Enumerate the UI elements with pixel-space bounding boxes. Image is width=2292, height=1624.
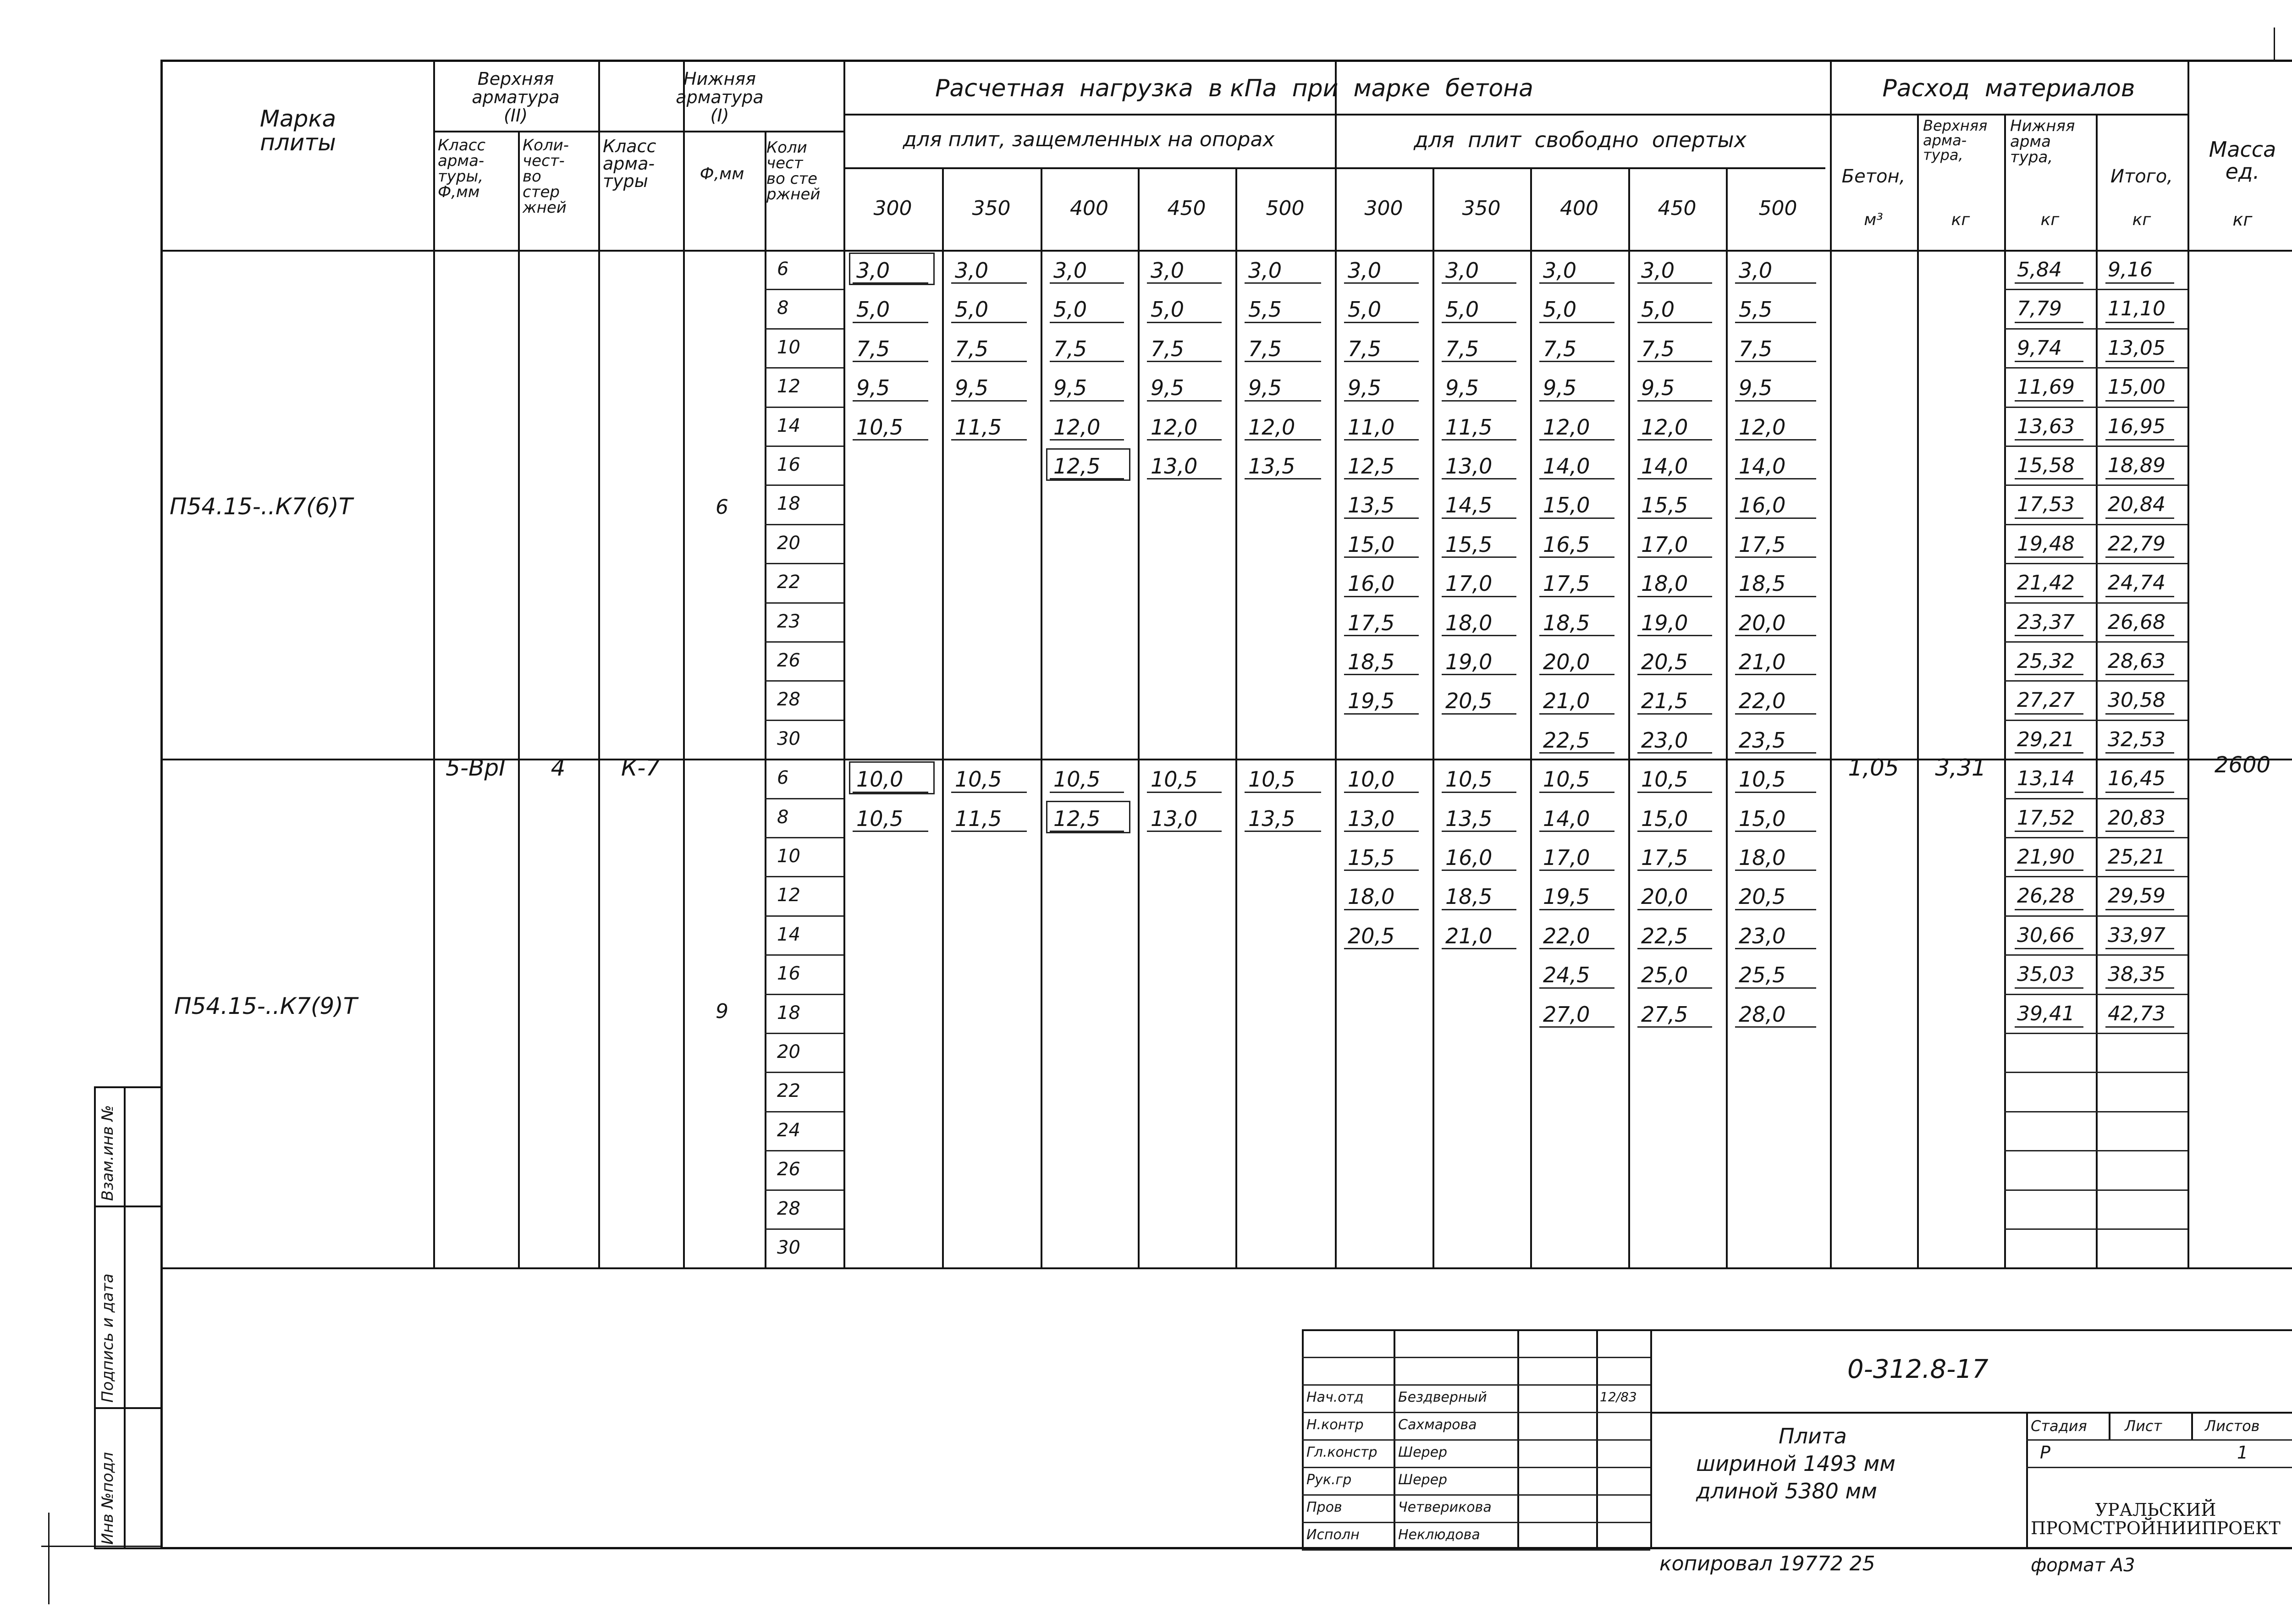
load-value: 14,0 bbox=[1739, 454, 1786, 479]
row-count: 22 bbox=[777, 1080, 800, 1102]
header-diam-lower: Ф,мм bbox=[700, 165, 744, 184]
drawing-code: 0-312.8-17 bbox=[1847, 1354, 1989, 1384]
header-mass-title: Масса ед. bbox=[2209, 137, 2276, 184]
load-value: 15,0 bbox=[1348, 532, 1395, 557]
load-value: 3,0 bbox=[856, 258, 890, 283]
load-value: 17,0 bbox=[1445, 571, 1493, 596]
side-replace-inv: Взам.инв № bbox=[99, 1105, 117, 1201]
row-count: 12 bbox=[777, 376, 800, 397]
load-value: 18,0 bbox=[1445, 610, 1493, 635]
grade-header-fixed-300: 300 bbox=[873, 196, 912, 220]
load-value: 3,0 bbox=[1739, 258, 1773, 283]
load-value: 12,0 bbox=[1641, 414, 1688, 440]
drawing-frame bbox=[160, 60, 2292, 1549]
load-value: 17,0 bbox=[1543, 845, 1590, 870]
grade-header-free-350: 350 bbox=[1462, 196, 1501, 220]
organization: УРАЛЬСКИЙ ПРОМСТРОЙНИИПРОЕКТ bbox=[2031, 1500, 2281, 1538]
format-note: формат А3 bbox=[2031, 1555, 2135, 1576]
total-mass-value: 26,68 bbox=[2108, 610, 2165, 634]
row-count: 16 bbox=[777, 454, 800, 475]
header-marka: Марка плиты bbox=[259, 105, 336, 156]
row-count: 10 bbox=[777, 846, 800, 867]
title-line-2: шириной 1493 мм bbox=[1696, 1451, 1895, 1476]
load-value: 10,5 bbox=[1445, 767, 1493, 792]
load-value: 5,0 bbox=[1543, 297, 1577, 322]
load-value: 25,0 bbox=[1641, 963, 1688, 988]
header-count-upper: Коли- чест- во стер жней bbox=[523, 136, 569, 217]
load-value: 18,0 bbox=[1641, 571, 1688, 596]
load-value: 23,0 bbox=[1641, 727, 1688, 753]
load-value: 16,0 bbox=[1739, 493, 1786, 518]
load-value: 10,5 bbox=[856, 806, 904, 831]
load-value: 10,5 bbox=[1248, 767, 1295, 792]
load-value: 14,0 bbox=[1543, 806, 1590, 831]
lower-mass-value: 11,69 bbox=[2017, 375, 2075, 399]
load-value: 18,0 bbox=[1348, 884, 1395, 909]
tb-name: Шерер bbox=[1398, 1444, 1448, 1460]
load-value: 11,5 bbox=[955, 806, 1002, 831]
load-value: 7,5 bbox=[1641, 336, 1675, 361]
row-count: 6 bbox=[777, 259, 789, 280]
tb-name: Четверикова bbox=[1398, 1499, 1492, 1515]
highlight-box bbox=[849, 253, 935, 285]
load-value: 17,5 bbox=[1641, 845, 1688, 870]
grade-header-free-500: 500 bbox=[1758, 196, 1797, 220]
load-value: 11,5 bbox=[1445, 414, 1493, 440]
load-value: 20,5 bbox=[1445, 688, 1493, 714]
total-mass-value: 42,73 bbox=[2108, 1002, 2165, 1025]
load-value: 7,5 bbox=[1053, 336, 1087, 361]
grade-header-fixed-500: 500 bbox=[1266, 196, 1305, 220]
load-value: 17,5 bbox=[1348, 610, 1395, 635]
row-count: 18 bbox=[777, 493, 800, 515]
load-value: 10,5 bbox=[1641, 767, 1688, 792]
load-value: 15,5 bbox=[1641, 493, 1688, 518]
total-mass-value: 22,79 bbox=[2108, 532, 2165, 556]
load-value: 3,0 bbox=[1543, 258, 1577, 283]
row-count: 23 bbox=[777, 611, 800, 632]
tb-role: Исполн bbox=[1306, 1527, 1360, 1543]
load-value: 22,0 bbox=[1739, 688, 1786, 714]
tb-name: Неклюдова bbox=[1398, 1527, 1480, 1543]
load-value: 7,5 bbox=[856, 336, 890, 361]
load-value: 22,0 bbox=[1543, 923, 1590, 948]
load-value: 5,0 bbox=[1053, 297, 1087, 322]
load-value: 14,0 bbox=[1641, 454, 1688, 479]
load-value: 17,0 bbox=[1641, 532, 1688, 557]
total-mass-value: 11,10 bbox=[2108, 297, 2165, 321]
load-value: 21,0 bbox=[1543, 688, 1590, 714]
load-value: 3,0 bbox=[1248, 258, 1282, 283]
upper-class-value: 5-ВрI bbox=[446, 754, 506, 781]
load-value: 16,0 bbox=[1445, 845, 1493, 870]
header-lower-mat-label: Нижняя арма тура, bbox=[2010, 117, 2075, 166]
tb-name: Шерер bbox=[1398, 1472, 1448, 1488]
lower-mass-value: 27,27 bbox=[2017, 688, 2075, 712]
total-mass-value: 38,35 bbox=[2108, 963, 2165, 986]
row-count: 18 bbox=[777, 1002, 800, 1024]
load-value: 22,5 bbox=[1641, 923, 1688, 948]
row-count: 20 bbox=[777, 1041, 800, 1062]
row-count: 14 bbox=[777, 415, 800, 436]
load-value: 5,5 bbox=[1248, 297, 1282, 322]
load-value: 19,5 bbox=[1348, 688, 1395, 714]
stage-label: Стадия bbox=[2031, 1417, 2087, 1435]
load-value: 9,5 bbox=[1348, 375, 1382, 401]
concrete-value: 1,05 bbox=[1848, 754, 1899, 781]
tb-role: Пров bbox=[1306, 1499, 1342, 1515]
lower-mass-value: 17,52 bbox=[2017, 806, 2075, 830]
lower-mass-value: 35,03 bbox=[2017, 963, 2075, 986]
row-count: 20 bbox=[777, 532, 800, 554]
load-value: 5,5 bbox=[1739, 297, 1773, 322]
total-mass-value: 28,63 bbox=[2108, 650, 2165, 673]
load-value: 16,0 bbox=[1348, 571, 1395, 596]
tb-role: Нач.отд bbox=[1306, 1389, 1364, 1405]
load-value: 13,5 bbox=[1445, 806, 1493, 831]
upper-count-value: 4 bbox=[551, 754, 566, 781]
lower-mass-value: 13,14 bbox=[2017, 767, 2075, 791]
load-value: 12,5 bbox=[1053, 806, 1101, 831]
load-value: 3,0 bbox=[1053, 258, 1087, 283]
load-value: 14,0 bbox=[1543, 454, 1590, 479]
row-count: 14 bbox=[777, 924, 800, 945]
load-value: 12,0 bbox=[1543, 414, 1590, 440]
total-mass-value: 32,53 bbox=[2108, 727, 2165, 751]
load-value: 20,0 bbox=[1641, 884, 1688, 909]
load-value: 15,0 bbox=[1543, 493, 1590, 518]
row-count: 30 bbox=[777, 728, 800, 749]
upper-mass-value: 3,31 bbox=[1935, 754, 1986, 781]
load-value: 23,5 bbox=[1739, 727, 1786, 753]
row-count: 22 bbox=[777, 572, 800, 593]
load-value: 11,0 bbox=[1348, 414, 1395, 440]
load-value: 5,0 bbox=[1151, 297, 1185, 322]
load-value: 15,5 bbox=[1348, 845, 1395, 870]
load-value: 9,5 bbox=[1739, 375, 1773, 401]
header-total-label: Итого, bbox=[2110, 166, 2173, 187]
row-count: 26 bbox=[777, 1159, 800, 1180]
load-value: 10,5 bbox=[1543, 767, 1590, 792]
header-total-unit: кг bbox=[2132, 210, 2151, 230]
load-value: 3,0 bbox=[1348, 258, 1382, 283]
tb-role: Гл.констр bbox=[1306, 1444, 1377, 1460]
header-class-lower: Класс арма- туры bbox=[603, 136, 656, 191]
load-value: 7,5 bbox=[1348, 336, 1382, 361]
unit-mass-value: 2600 bbox=[2214, 752, 2271, 778]
sheets-label: Листов bbox=[2205, 1417, 2260, 1435]
total-mass-value: 20,84 bbox=[2108, 493, 2165, 517]
load-value: 5,0 bbox=[856, 297, 890, 322]
grade-header-free-400: 400 bbox=[1560, 196, 1598, 220]
row-count: 12 bbox=[777, 885, 800, 906]
row-count: 8 bbox=[777, 297, 789, 319]
total-mass-value: 16,45 bbox=[2108, 767, 2165, 791]
grade-header-fixed-400: 400 bbox=[1070, 196, 1108, 220]
lower-mass-value: 23,37 bbox=[2017, 610, 2075, 634]
load-value: 20,0 bbox=[1739, 610, 1786, 635]
load-value: 21,0 bbox=[1445, 923, 1493, 948]
tb-name: Сахмарова bbox=[1398, 1417, 1477, 1433]
total-mass-value: 33,97 bbox=[2108, 923, 2165, 947]
header-concrete-unit: м³ bbox=[1864, 210, 1883, 230]
lower-mass-value: 17,53 bbox=[2017, 493, 2075, 517]
group-2-marka: П54.15-..К7(9)Т bbox=[174, 993, 358, 1019]
load-value: 9,5 bbox=[1543, 375, 1577, 401]
sheet-label: Лист bbox=[2125, 1417, 2162, 1435]
load-value: 15,5 bbox=[1445, 532, 1493, 557]
row-count: 8 bbox=[777, 806, 789, 828]
load-value: 17,5 bbox=[1739, 532, 1786, 557]
load-value: 21,5 bbox=[1641, 688, 1688, 714]
load-value: 11,5 bbox=[955, 414, 1002, 440]
load-value: 10,5 bbox=[856, 414, 904, 440]
load-value: 7,5 bbox=[1248, 336, 1282, 361]
load-value: 9,5 bbox=[955, 375, 989, 401]
total-mass-value: 29,59 bbox=[2108, 884, 2165, 908]
load-value: 7,5 bbox=[1739, 336, 1773, 361]
load-value: 14,5 bbox=[1445, 493, 1493, 518]
load-value: 18,0 bbox=[1739, 845, 1786, 870]
total-mass-value: 20,83 bbox=[2108, 806, 2165, 830]
load-value: 12,5 bbox=[1348, 454, 1395, 479]
row-count: 26 bbox=[777, 650, 800, 671]
load-value: 12,0 bbox=[1053, 414, 1101, 440]
lower-mass-value: 15,58 bbox=[2017, 454, 2075, 477]
load-value: 9,5 bbox=[1151, 375, 1185, 401]
grade-header-fixed-450: 450 bbox=[1167, 196, 1206, 220]
title-line-3: длиной 5380 мм bbox=[1696, 1479, 1877, 1503]
header-mass-unit: кг bbox=[2232, 209, 2253, 230]
total-mass-value: 24,74 bbox=[2108, 571, 2165, 595]
lower-mass-value: 19,48 bbox=[2017, 532, 2075, 556]
header-lower-mat-unit: кг bbox=[2040, 210, 2060, 230]
load-value: 21,0 bbox=[1739, 650, 1786, 674]
load-value: 19,0 bbox=[1641, 610, 1688, 635]
load-value: 5,0 bbox=[955, 297, 989, 322]
row-count: 28 bbox=[777, 1198, 800, 1219]
lower-mass-value: 13,63 bbox=[2017, 414, 2075, 438]
load-value: 24,5 bbox=[1543, 963, 1590, 988]
load-value: 18,5 bbox=[1348, 650, 1395, 674]
row-count: 16 bbox=[777, 963, 800, 985]
load-value: 12,5 bbox=[1053, 454, 1101, 479]
total-mass-value: 9,16 bbox=[2108, 258, 2153, 281]
load-value: 9,5 bbox=[1445, 375, 1479, 401]
load-value: 9,5 bbox=[1053, 375, 1087, 401]
load-value: 10,5 bbox=[1739, 767, 1786, 792]
total-mass-value: 30,58 bbox=[2108, 688, 2165, 712]
group-2-diameter: 9 bbox=[716, 1000, 728, 1023]
load-value: 12,0 bbox=[1151, 414, 1198, 440]
tb-name: Бездверный bbox=[1398, 1389, 1487, 1405]
header-concrete-label: Бетон, bbox=[1841, 166, 1906, 187]
header-count-lower: Коли чест во сте ржней bbox=[766, 138, 821, 204]
load-value: 5,0 bbox=[1445, 297, 1479, 322]
group-1-diameter: 6 bbox=[716, 495, 728, 519]
load-value: 13,5 bbox=[1348, 493, 1395, 518]
load-value: 20,5 bbox=[1348, 923, 1395, 948]
load-value: 3,0 bbox=[1641, 258, 1675, 283]
lower-mass-value: 21,90 bbox=[2017, 845, 2075, 869]
load-value: 13,0 bbox=[1151, 806, 1198, 831]
header-load-title: Расчетная нагрузка в кПа при марке бетона bbox=[935, 74, 1534, 102]
load-value: 15,0 bbox=[1641, 806, 1688, 831]
total-mass-value: 13,05 bbox=[2108, 336, 2165, 360]
load-value: 10,5 bbox=[1053, 767, 1101, 792]
load-value: 18,5 bbox=[1543, 610, 1590, 635]
grade-header-free-450: 450 bbox=[1658, 196, 1697, 220]
lower-mass-value: 26,28 bbox=[2017, 884, 2075, 908]
header-upper-mat-unit: кг bbox=[1951, 210, 1970, 230]
header-upper-mat-label: Верхняя арма- тура, bbox=[1923, 117, 1988, 164]
header-class-upper: Класс арма- туры, Ф,мм bbox=[438, 136, 486, 201]
side-sign-date: Подпись и дата bbox=[99, 1273, 117, 1403]
grade-header-free-300: 300 bbox=[1364, 196, 1403, 220]
load-value: 19,5 bbox=[1543, 884, 1590, 909]
load-value: 13,0 bbox=[1151, 454, 1198, 479]
load-value: 13,0 bbox=[1445, 454, 1493, 479]
lower-mass-value: 21,42 bbox=[2017, 571, 2075, 595]
lower-mass-value: 39,41 bbox=[2017, 1002, 2075, 1025]
header-free-title: для плит свободно опертых bbox=[1414, 127, 1747, 152]
load-value: 27,0 bbox=[1543, 1002, 1590, 1027]
tb-role: Н.контр bbox=[1306, 1417, 1364, 1433]
tb-role: Рук.гр bbox=[1306, 1472, 1352, 1488]
row-count: 10 bbox=[777, 336, 800, 358]
load-value: 10,0 bbox=[1348, 767, 1395, 792]
load-value: 9,5 bbox=[1641, 375, 1675, 401]
lower-mass-value: 30,66 bbox=[2017, 923, 2075, 947]
load-value: 19,0 bbox=[1445, 650, 1493, 674]
load-value: 23,0 bbox=[1739, 923, 1786, 948]
load-value: 7,5 bbox=[1543, 336, 1577, 361]
tb-date: 12/83 bbox=[1600, 1389, 1637, 1404]
load-value: 3,0 bbox=[955, 258, 989, 283]
load-value: 16,5 bbox=[1543, 532, 1590, 557]
grade-header-fixed-350: 350 bbox=[972, 196, 1011, 220]
total-mass-value: 16,95 bbox=[2108, 414, 2165, 438]
load-value: 7,5 bbox=[1445, 336, 1479, 361]
load-value: 13,5 bbox=[1248, 806, 1295, 831]
header-materials-title: Расход материалов bbox=[1882, 74, 2135, 102]
load-value: 27,5 bbox=[1641, 1002, 1688, 1027]
lower-mass-value: 7,79 bbox=[2017, 297, 2062, 321]
load-value: 18,5 bbox=[1739, 571, 1786, 596]
load-value: 12,0 bbox=[1248, 414, 1295, 440]
load-value: 5,0 bbox=[1348, 297, 1382, 322]
lower-mass-value: 25,32 bbox=[2017, 650, 2075, 673]
lower-mass-value: 9,74 bbox=[2017, 336, 2062, 360]
load-value: 15,0 bbox=[1739, 806, 1786, 831]
load-value: 10,5 bbox=[955, 767, 1002, 792]
load-value: 12,0 bbox=[1739, 414, 1786, 440]
highlight-box bbox=[849, 761, 935, 794]
load-value: 13,0 bbox=[1348, 806, 1395, 831]
load-value: 18,5 bbox=[1445, 884, 1493, 909]
highlight-box bbox=[1046, 801, 1130, 833]
lower-mass-value: 5,84 bbox=[2017, 258, 2062, 281]
stage-value: Р bbox=[2040, 1442, 2050, 1463]
load-value: 10,0 bbox=[856, 767, 904, 792]
row-count: 28 bbox=[777, 689, 800, 710]
lower-class-value: К-7 bbox=[621, 754, 661, 781]
load-value: 17,5 bbox=[1543, 571, 1590, 596]
title-line-1: Плита bbox=[1779, 1424, 1847, 1448]
load-value: 10,5 bbox=[1151, 767, 1198, 792]
load-value: 7,5 bbox=[955, 336, 989, 361]
header-upper-rebar: Верхняя арматура (II) bbox=[472, 69, 560, 126]
header-lower-rebar: Нижняя арматура (I) bbox=[676, 69, 764, 126]
total-mass-value: 25,21 bbox=[2108, 845, 2165, 869]
load-value: 9,5 bbox=[856, 375, 890, 401]
copied-note: копировал 19772 25 bbox=[1659, 1552, 1875, 1575]
load-value: 3,0 bbox=[1445, 258, 1479, 283]
sheets-value: 1 bbox=[2237, 1442, 2248, 1463]
load-value: 7,5 bbox=[1151, 336, 1185, 361]
load-value: 20,5 bbox=[1739, 884, 1786, 909]
total-mass-value: 15,00 bbox=[2108, 375, 2165, 399]
row-count: 24 bbox=[777, 1119, 800, 1141]
row-count: 30 bbox=[777, 1237, 800, 1258]
load-value: 20,5 bbox=[1641, 650, 1688, 674]
total-mass-value: 18,89 bbox=[2108, 454, 2165, 477]
load-value: 25,5 bbox=[1739, 963, 1786, 988]
group-1-marka: П54.15-..К7(6)Т bbox=[170, 493, 353, 520]
load-value: 5,0 bbox=[1641, 297, 1675, 322]
load-value: 20,0 bbox=[1543, 650, 1590, 674]
side-inv-orig: Инв №подл bbox=[99, 1452, 117, 1545]
highlight-box bbox=[1046, 448, 1130, 481]
header-fixed-title: для плит, защемленных на опорах bbox=[903, 127, 1275, 151]
load-value: 3,0 bbox=[1151, 258, 1185, 283]
load-value: 28,0 bbox=[1739, 1002, 1786, 1027]
lower-mass-value: 29,21 bbox=[2017, 727, 2075, 751]
load-value: 13,5 bbox=[1248, 454, 1295, 479]
load-value: 22,5 bbox=[1543, 727, 1590, 753]
load-value: 9,5 bbox=[1248, 375, 1282, 401]
row-count: 6 bbox=[777, 767, 789, 789]
